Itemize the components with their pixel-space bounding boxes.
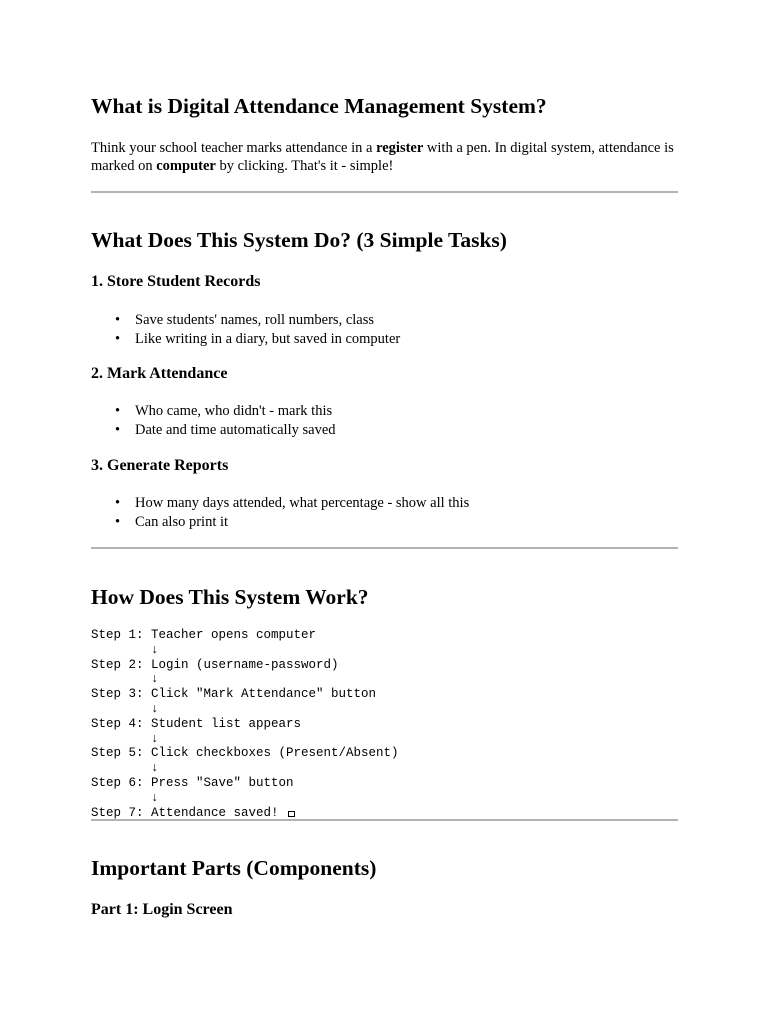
task-1-title: 1. Store Student Records [91,273,261,290]
steps-block [91,628,399,820]
divider-3 [91,819,678,821]
divider-2 [91,547,678,549]
bullet-icon: • [115,513,121,530]
step-line: Step 7: Attendance saved! [91,805,279,820]
bullet-icon: • [115,421,121,438]
step-line: Step 2: Login (username-password) [91,657,339,672]
bullet-icon: • [115,495,121,511]
bullet-icon: • [115,403,121,419]
intro-bold-register: register [376,140,424,156]
part-1-title: Part 1: Login Screen [91,901,233,918]
intro-text-1: Think your school teacher marks attendance in a [91,140,377,156]
task-3-list [91,494,469,531]
divider-1 [91,191,678,193]
step-line: Step 6: Press "Save" button [91,775,294,790]
step-line: Step 1: Teacher opens computer [91,628,317,642]
missing-glyph-icon [288,811,295,817]
arrow-down-icon: ↓ [151,672,159,687]
work-heading: How Does This System Work? [91,585,369,609]
arrow-down-icon: ↓ [151,761,159,776]
bullet-icon: • [115,330,121,347]
list-item: • Can also print it [115,513,229,530]
bullet-icon: • [115,312,121,328]
intro-heading: What is Digital Attendance Management System? [91,94,547,118]
step-line: Step 4: Student list appears [91,716,302,731]
list-item: • Save students' names, roll numbers, class [115,312,375,328]
intro-text-3: by clicking. That's it - simple! [215,158,394,174]
task-2-list [91,402,336,439]
list-item: • Date and time automatically saved [115,421,336,438]
list-item: • How many days attended, what percentage - show all this [115,495,470,511]
arrow-down-icon: ↓ [151,731,159,746]
components-heading: Important Parts (Components) [91,856,377,880]
task-3-title: 3. Generate Reports [91,457,229,474]
intro-text-2: with a pen. In digital system, attendance is marked on [91,140,674,174]
intro-bold-computer: computer [156,158,216,174]
arrow-down-icon: ↓ [151,642,159,657]
intro-paragraph [91,139,678,175]
step-line: Step 3: Click "Mark Attendance" button [91,687,377,702]
task-1-list [91,311,400,348]
task-2-title: 2. Mark Attendance [91,365,228,382]
tasks-heading: What Does This System Do? (3 Simple Tasks) [91,228,507,252]
list-item: • Like writing in a diary, but saved in computer [115,330,401,347]
step-line: Step 5: Click checkboxes (Present/Absent) [91,746,399,761]
arrow-down-icon: ↓ [151,790,159,805]
list-item: • Who came, who didn't - mark this [115,403,333,419]
arrow-down-icon: ↓ [151,701,159,716]
